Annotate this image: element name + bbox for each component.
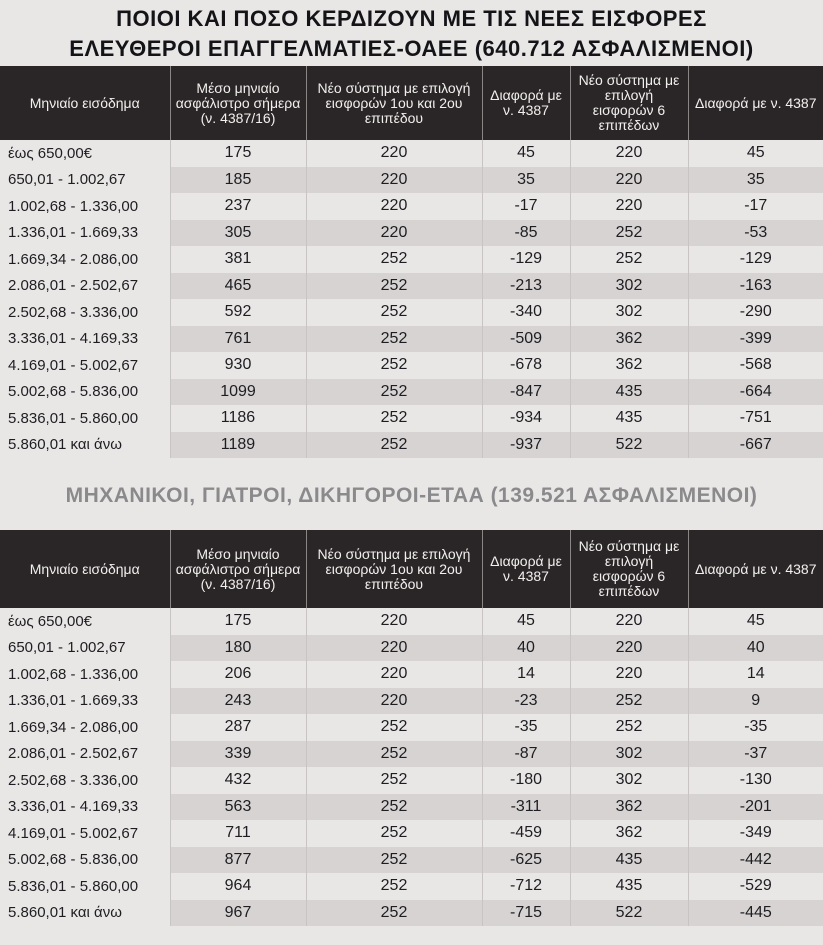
new-system-6levels-cell: 302 bbox=[570, 767, 688, 794]
header-difference-2: Διαφορά με ν. 4387 bbox=[688, 530, 823, 608]
section1-title: ΕΛΕΥΘΕΡΟΙ ΕΠΑΓΓΕΛΜΑΤΙΕΣ-ΟΑΕΕ (640.712 ΑΣΦΑΛΙΣΜΕΝΟΙ) bbox=[69, 36, 754, 61]
new-system-6levels-cell: 220 bbox=[570, 661, 688, 688]
header-current-premium: Μέσο μηνιαίο ασφάλιστρο σήμερα (ν. 4387/16) bbox=[170, 66, 306, 140]
etaa-contributions-table bbox=[0, 530, 823, 926]
table-row bbox=[0, 608, 823, 635]
new-system-level12-cell: 220 bbox=[306, 167, 482, 194]
income-cell: 1.336,01 - 1.669,33 bbox=[0, 220, 170, 247]
difference-2-cell: -442 bbox=[688, 847, 823, 874]
new-system-6levels-cell: 252 bbox=[570, 220, 688, 247]
income-cell: 1.669,34 - 2.086,00 bbox=[0, 714, 170, 741]
header-current-premium: Μέσο μηνιαίο ασφάλιστρο σήμερα (ν. 4387/16) bbox=[170, 530, 306, 608]
current-premium-cell: 964 bbox=[170, 873, 306, 900]
difference-2-cell: -667 bbox=[688, 432, 823, 459]
new-system-level12-cell: 252 bbox=[306, 820, 482, 847]
new-system-level12-cell: 252 bbox=[306, 794, 482, 821]
difference-2-cell: -37 bbox=[688, 741, 823, 768]
table-row bbox=[0, 246, 823, 273]
new-system-6levels-cell: 220 bbox=[570, 167, 688, 194]
difference-1-cell: -934 bbox=[482, 405, 570, 432]
difference-2-cell: -163 bbox=[688, 273, 823, 300]
header-monthly-income: Μηνιαίο εισόδημα bbox=[0, 530, 170, 608]
table-row bbox=[0, 767, 823, 794]
income-cell: 5.860,01 και άνω bbox=[0, 432, 170, 459]
current-premium-cell: 761 bbox=[170, 326, 306, 353]
difference-2-cell: -35 bbox=[744, 718, 768, 736]
header-difference-2: Διαφορά με ν. 4387 bbox=[688, 66, 823, 140]
current-premium-cell: 339 bbox=[170, 741, 306, 768]
current-premium-cell: 206 bbox=[170, 661, 306, 688]
difference-1-cell: -509 bbox=[482, 326, 570, 353]
income-cell: 2.502,68 - 3.336,00 bbox=[0, 767, 170, 794]
income-cell: 650,01 - 1.002,67 bbox=[0, 167, 170, 194]
difference-1-cell: -311 bbox=[482, 794, 570, 821]
table-row bbox=[0, 873, 823, 900]
section2-title: ΜΗΧΑΝΙΚΟΙ, ΓΙΑΤΡΟΙ, ΔΙΚΗΓΟΡΟΙ-ΕΤΑΑ (139.521 ΑΣΦΑΛΙΣΜΕΝΟΙ) bbox=[65, 484, 758, 507]
current-premium-cell: 1189 bbox=[170, 432, 306, 459]
difference-2-cell: -751 bbox=[739, 409, 772, 427]
current-premium-cell: 1186 bbox=[170, 405, 306, 432]
oaee-contributions-table bbox=[0, 66, 823, 458]
income-cell: έως 650,00€ bbox=[0, 140, 170, 167]
new-system-level12-cell: 220 bbox=[306, 688, 482, 715]
new-system-level12-cell: 252 bbox=[306, 873, 482, 900]
current-premium-cell: 305 bbox=[170, 220, 306, 247]
income-cell: 5.836,01 - 5.860,00 bbox=[0, 873, 170, 900]
difference-1-cell: -625 bbox=[482, 847, 570, 874]
difference-1-cell: -85 bbox=[482, 220, 570, 247]
header-new-system-level12: Νέο σύστημα με επιλογή εισφορών 1ου και 2ου επιπέδου bbox=[306, 530, 482, 608]
main-headline: ΠΟΙΟΙ ΚΑΙ ΠΟΣΟ ΚΕΡΔΙΖΟΥΝ ΜΕ ΤΙΣ ΝΕΕΣ ΕΙΣΦΟΡΕΣ bbox=[116, 6, 707, 31]
table-row bbox=[0, 900, 823, 927]
new-system-6levels-cell: 362 bbox=[570, 820, 688, 847]
difference-1-cell: -715 bbox=[482, 900, 570, 927]
table-row bbox=[0, 661, 823, 688]
new-system-level12-cell: 220 bbox=[306, 608, 482, 635]
header-new-system-6levels: Νέο σύστημα με επιλογή εισφορών 6 επιπέδων bbox=[570, 66, 688, 140]
difference-1-cell: 45 bbox=[482, 608, 570, 635]
header-new-system-6levels: Νέο σύστημα με επιλογή εισφορών 6 επιπέδων bbox=[570, 530, 688, 608]
new-system-level12-cell: 220 bbox=[306, 661, 482, 688]
new-system-6levels-cell: 435 bbox=[570, 379, 688, 406]
current-premium-cell: 185 bbox=[170, 167, 306, 194]
income-cell: 5.002,68 - 5.836,00 bbox=[0, 379, 170, 406]
new-system-level12-cell: 220 bbox=[306, 140, 482, 167]
difference-2-cell: -201 bbox=[688, 794, 823, 821]
income-cell: 1.336,01 - 1.669,33 bbox=[0, 688, 170, 715]
income-cell: 2.086,01 - 2.502,67 bbox=[0, 741, 170, 768]
header-new-system-level12: Νέο σύστημα με επιλογή εισφορών 1ου και 2ου επιπέδου bbox=[306, 66, 482, 140]
income-cell: 2.086,01 - 2.502,67 bbox=[0, 273, 170, 300]
table-row bbox=[0, 847, 823, 874]
table-row bbox=[0, 714, 823, 741]
new-system-6levels-cell: 522 bbox=[570, 900, 688, 927]
table-row bbox=[0, 326, 823, 353]
difference-1-cell: -23 bbox=[482, 688, 570, 715]
difference-1-cell: -937 bbox=[482, 432, 570, 459]
difference-2-cell: -129 bbox=[739, 250, 772, 268]
difference-1-cell: -213 bbox=[482, 273, 570, 300]
difference-2-cell: -130 bbox=[739, 771, 772, 789]
table-row bbox=[0, 405, 823, 432]
new-system-level12-cell: 252 bbox=[306, 432, 482, 459]
current-premium-cell: 711 bbox=[170, 820, 306, 847]
difference-1-cell: -847 bbox=[482, 379, 570, 406]
difference-2-cell: -664 bbox=[688, 379, 823, 406]
current-premium-cell: 287 bbox=[170, 714, 306, 741]
difference-2-cell: 14 bbox=[746, 665, 765, 683]
table-row bbox=[0, 794, 823, 821]
new-system-level12-cell: 252 bbox=[306, 246, 482, 273]
new-system-6levels-cell: 435 bbox=[570, 405, 688, 432]
current-premium-cell: 465 bbox=[170, 273, 306, 300]
income-cell: 5.860,01 και άνω bbox=[0, 900, 170, 927]
current-premium-cell: 877 bbox=[170, 847, 306, 874]
new-system-6levels-cell: 435 bbox=[570, 847, 688, 874]
difference-1-cell: -340 bbox=[482, 299, 570, 326]
income-cell: 4.169,01 - 5.002,67 bbox=[0, 820, 170, 847]
current-premium-cell: 563 bbox=[170, 794, 306, 821]
difference-2-cell: -349 bbox=[739, 824, 772, 842]
income-cell: 1.669,34 - 2.086,00 bbox=[0, 246, 170, 273]
current-premium-cell: 180 bbox=[170, 635, 306, 662]
new-system-level12-cell: 220 bbox=[306, 193, 482, 220]
new-system-6levels-cell: 252 bbox=[570, 246, 688, 273]
current-premium-cell: 237 bbox=[170, 193, 306, 220]
table-row bbox=[0, 820, 823, 847]
income-cell: 3.336,01 - 4.169,33 bbox=[0, 326, 170, 353]
current-premium-cell: 592 bbox=[170, 299, 306, 326]
new-system-6levels-cell: 252 bbox=[570, 714, 688, 741]
difference-2-cell: -568 bbox=[739, 356, 772, 374]
new-system-level12-cell: 220 bbox=[306, 220, 482, 247]
difference-2-cell: -445 bbox=[688, 900, 823, 927]
difference-1-cell: -17 bbox=[482, 193, 570, 220]
difference-2-cell: -529 bbox=[739, 877, 772, 895]
difference-1-cell: 35 bbox=[482, 167, 570, 194]
difference-2-cell: 40 bbox=[688, 635, 823, 662]
table-row bbox=[0, 220, 823, 247]
table-row bbox=[0, 299, 823, 326]
new-system-level12-cell: 252 bbox=[306, 379, 482, 406]
new-system-6levels-cell: 220 bbox=[570, 608, 688, 635]
current-premium-cell: 175 bbox=[170, 140, 306, 167]
table-row bbox=[0, 635, 823, 662]
new-system-level12-cell: 252 bbox=[306, 326, 482, 353]
new-system-6levels-cell: 302 bbox=[570, 299, 688, 326]
difference-1-cell: -87 bbox=[482, 741, 570, 768]
difference-1-cell: -712 bbox=[482, 873, 570, 900]
new-system-level12-cell: 252 bbox=[306, 741, 482, 768]
table-row bbox=[0, 140, 823, 167]
new-system-6levels-cell: 435 bbox=[570, 873, 688, 900]
income-cell: 1.002,68 - 1.336,00 bbox=[0, 193, 170, 220]
new-system-6levels-cell: 362 bbox=[570, 326, 688, 353]
difference-1-cell: -180 bbox=[482, 767, 570, 794]
new-system-level12-cell: 252 bbox=[306, 847, 482, 874]
income-cell: 650,01 - 1.002,67 bbox=[0, 635, 170, 662]
difference-1-cell: -678 bbox=[482, 352, 570, 379]
new-system-level12-cell: 252 bbox=[306, 714, 482, 741]
new-system-6levels-cell: 220 bbox=[570, 193, 688, 220]
income-cell: 5.836,01 - 5.860,00 bbox=[0, 405, 170, 432]
new-system-6levels-cell: 302 bbox=[570, 273, 688, 300]
difference-2-cell: 45 bbox=[746, 144, 765, 162]
header-monthly-income: Μηνιαίο εισόδημα bbox=[0, 66, 170, 140]
new-system-level12-cell: 220 bbox=[306, 635, 482, 662]
difference-2-cell: -399 bbox=[688, 326, 823, 353]
new-system-level12-cell: 252 bbox=[306, 767, 482, 794]
table-row bbox=[0, 352, 823, 379]
new-system-level12-cell: 252 bbox=[306, 299, 482, 326]
income-cell: 3.336,01 - 4.169,33 bbox=[0, 794, 170, 821]
new-system-6levels-cell: 362 bbox=[570, 352, 688, 379]
difference-2-cell: -290 bbox=[739, 303, 772, 321]
current-premium-cell: 1099 bbox=[170, 379, 306, 406]
difference-2-cell: -53 bbox=[688, 220, 823, 247]
table-row bbox=[0, 688, 823, 715]
new-system-6levels-cell: 302 bbox=[570, 741, 688, 768]
current-premium-cell: 930 bbox=[170, 352, 306, 379]
new-system-level12-cell: 252 bbox=[306, 273, 482, 300]
table-row bbox=[0, 741, 823, 768]
new-system-6levels-cell: 522 bbox=[570, 432, 688, 459]
table-header-row bbox=[0, 530, 823, 608]
table-row bbox=[0, 273, 823, 300]
table-row bbox=[0, 432, 823, 459]
new-system-level12-cell: 252 bbox=[306, 900, 482, 927]
new-system-6levels-cell: 220 bbox=[570, 140, 688, 167]
income-cell: 1.002,68 - 1.336,00 bbox=[0, 661, 170, 688]
table-row bbox=[0, 193, 823, 220]
difference-1-cell: -129 bbox=[482, 246, 570, 273]
difference-1-cell: -459 bbox=[482, 820, 570, 847]
difference-2-cell: 45 bbox=[746, 612, 765, 630]
current-premium-cell: 432 bbox=[170, 767, 306, 794]
new-system-6levels-cell: 220 bbox=[570, 635, 688, 662]
table-header-row bbox=[0, 66, 823, 140]
difference-2-cell: -17 bbox=[744, 197, 768, 215]
current-premium-cell: 243 bbox=[170, 688, 306, 715]
table-row bbox=[0, 379, 823, 406]
income-cell: έως 650,00€ bbox=[0, 608, 170, 635]
new-system-level12-cell: 252 bbox=[306, 352, 482, 379]
income-cell: 5.002,68 - 5.836,00 bbox=[0, 847, 170, 874]
new-system-level12-cell: 252 bbox=[306, 405, 482, 432]
new-system-6levels-cell: 252 bbox=[570, 688, 688, 715]
difference-1-cell: -35 bbox=[482, 714, 570, 741]
current-premium-cell: 381 bbox=[170, 246, 306, 273]
current-premium-cell: 175 bbox=[170, 608, 306, 635]
income-cell: 4.169,01 - 5.002,67 bbox=[0, 352, 170, 379]
current-premium-cell: 967 bbox=[170, 900, 306, 927]
header-difference-1: Διαφορά με ν. 4387 bbox=[482, 66, 570, 140]
difference-2-cell: 9 bbox=[688, 688, 823, 715]
difference-1-cell: 40 bbox=[482, 635, 570, 662]
table-row bbox=[0, 167, 823, 194]
difference-2-cell: 35 bbox=[688, 167, 823, 194]
new-system-6levels-cell: 362 bbox=[570, 794, 688, 821]
difference-1-cell: 45 bbox=[482, 140, 570, 167]
income-cell: 2.502,68 - 3.336,00 bbox=[0, 299, 170, 326]
header-difference-1: Διαφορά με ν. 4387 bbox=[482, 530, 570, 608]
difference-1-cell: 14 bbox=[482, 661, 570, 688]
